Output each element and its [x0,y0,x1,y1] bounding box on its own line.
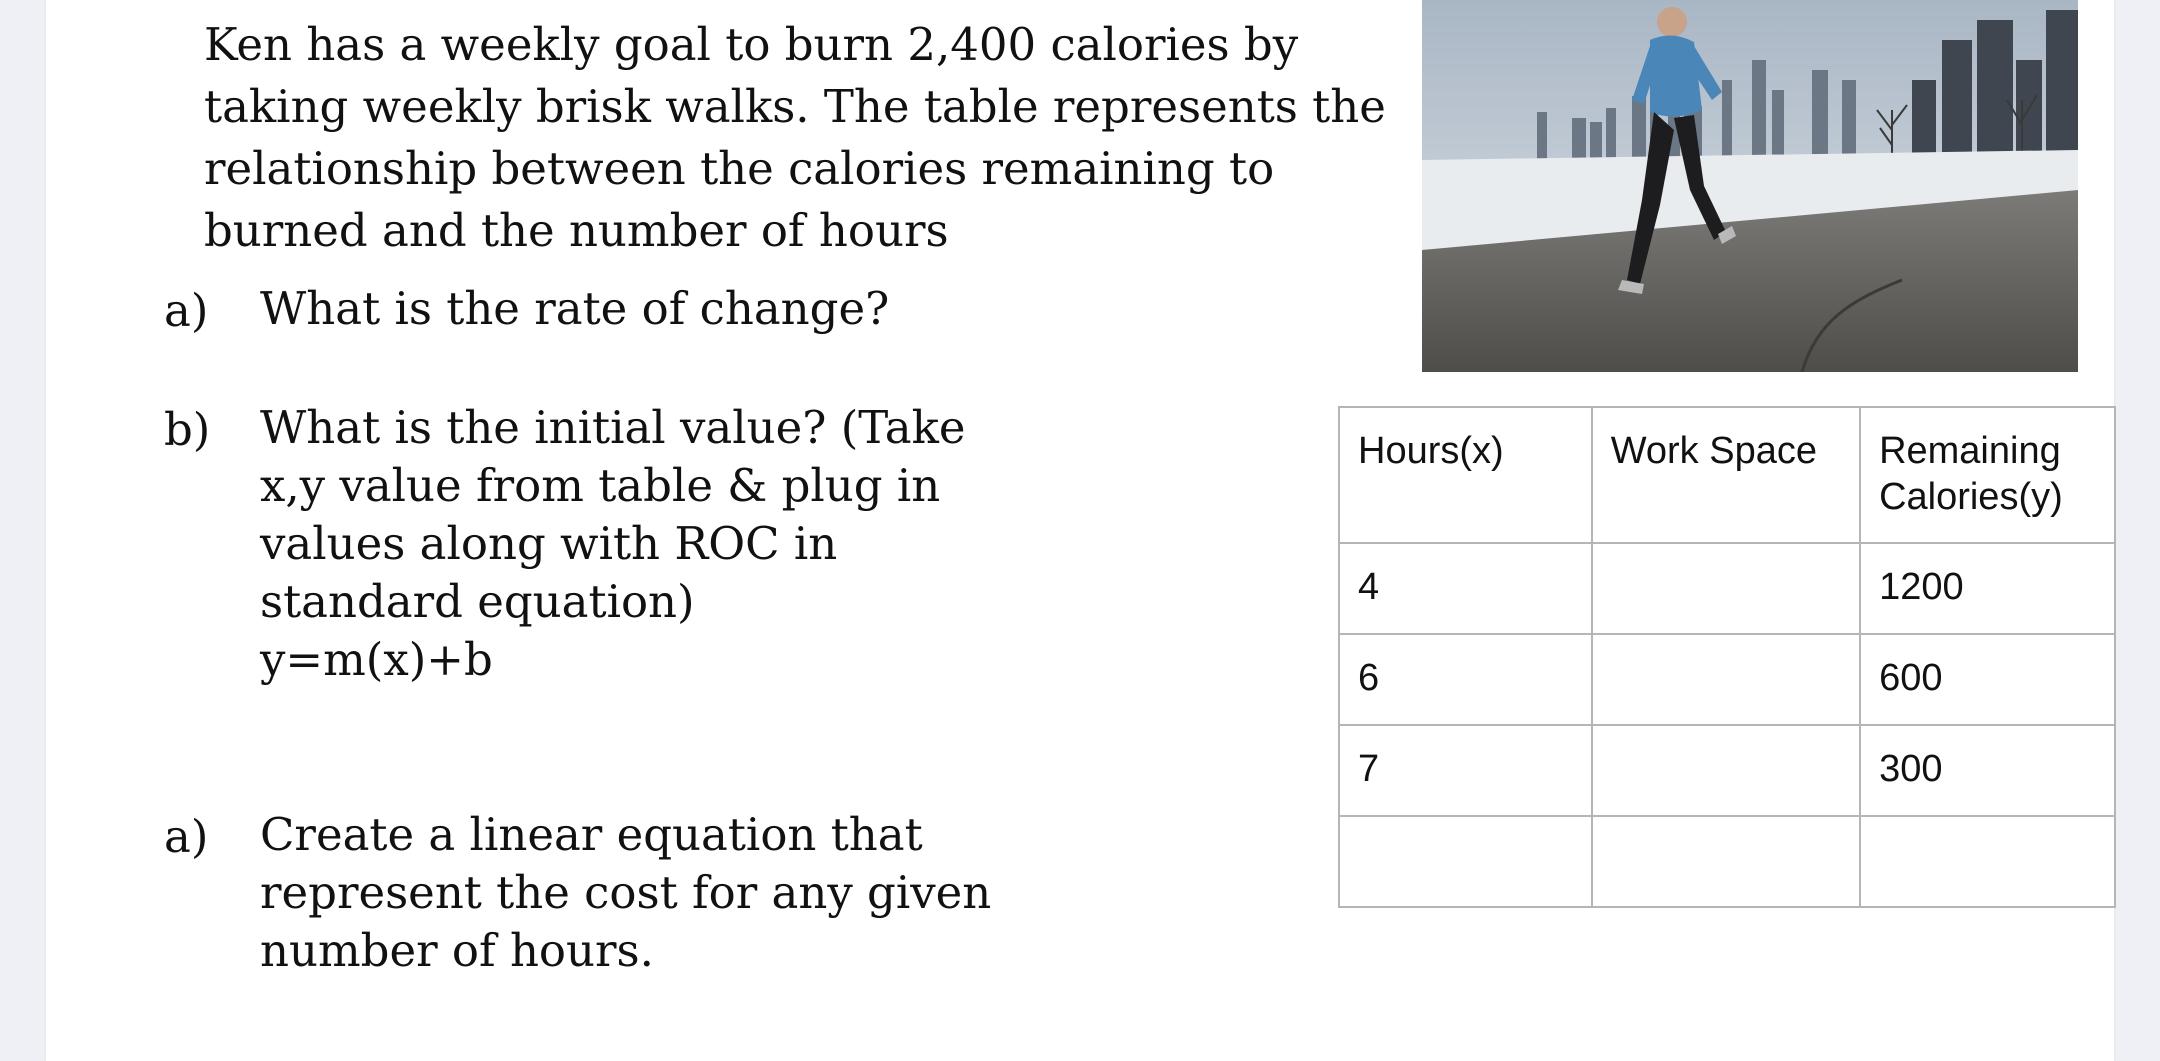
cell-hours: 4 [1339,543,1592,634]
worksheet-page [46,0,2114,1061]
cell-work-space [1592,634,1860,725]
cell-hours [1339,816,1592,907]
runner-photo [1422,0,2078,372]
table-row [1339,725,2115,816]
table-row [1339,634,2115,725]
question-text: What is the initial value? (Take x,y value from table & plug in values along with ROC in standard equation) [260,401,966,628]
question-label: a) [164,284,209,337]
header-work-space: Work Space [1592,407,1860,543]
table-header-row [1339,407,2115,543]
cell-hours: 7 [1339,725,1592,816]
problem-intro: Ken has a weekly goal to burn 2,400 calories by taking weekly brisk walks. The table represents the relationship between the calories remaining to burned and the number of hours [204,18,1386,257]
cell-remaining-calories: 1200 [1860,543,2115,634]
question-a-rate-of-change [164,280,1020,342]
calories-table [1338,406,2116,908]
header-hours: Hours(x) [1339,407,1592,543]
question-text: Create a linear equation that represent the cost for any given number of hours. [260,808,992,977]
cell-hours: 6 [1339,634,1592,725]
question-text: What is the rate of change? [260,282,890,335]
question-label: a) [164,810,209,863]
question-label: b) [164,403,211,456]
question-a-linear-equation [164,806,1020,980]
cell-remaining-calories: 300 [1860,725,2115,816]
cell-remaining-calories: 600 [1860,634,2115,725]
header-remaining-calories: Remaining Calories(y) [1860,407,2115,543]
cell-work-space [1592,816,1860,907]
cell-work-space [1592,725,1860,816]
table-row [1339,543,2115,634]
cell-work-space [1592,543,1860,634]
table-row [1339,816,2115,907]
slope-intercept-equation: y=m(x)+b [260,633,493,686]
question-b-initial-value [164,399,1020,689]
cell-remaining-calories [1860,816,2115,907]
